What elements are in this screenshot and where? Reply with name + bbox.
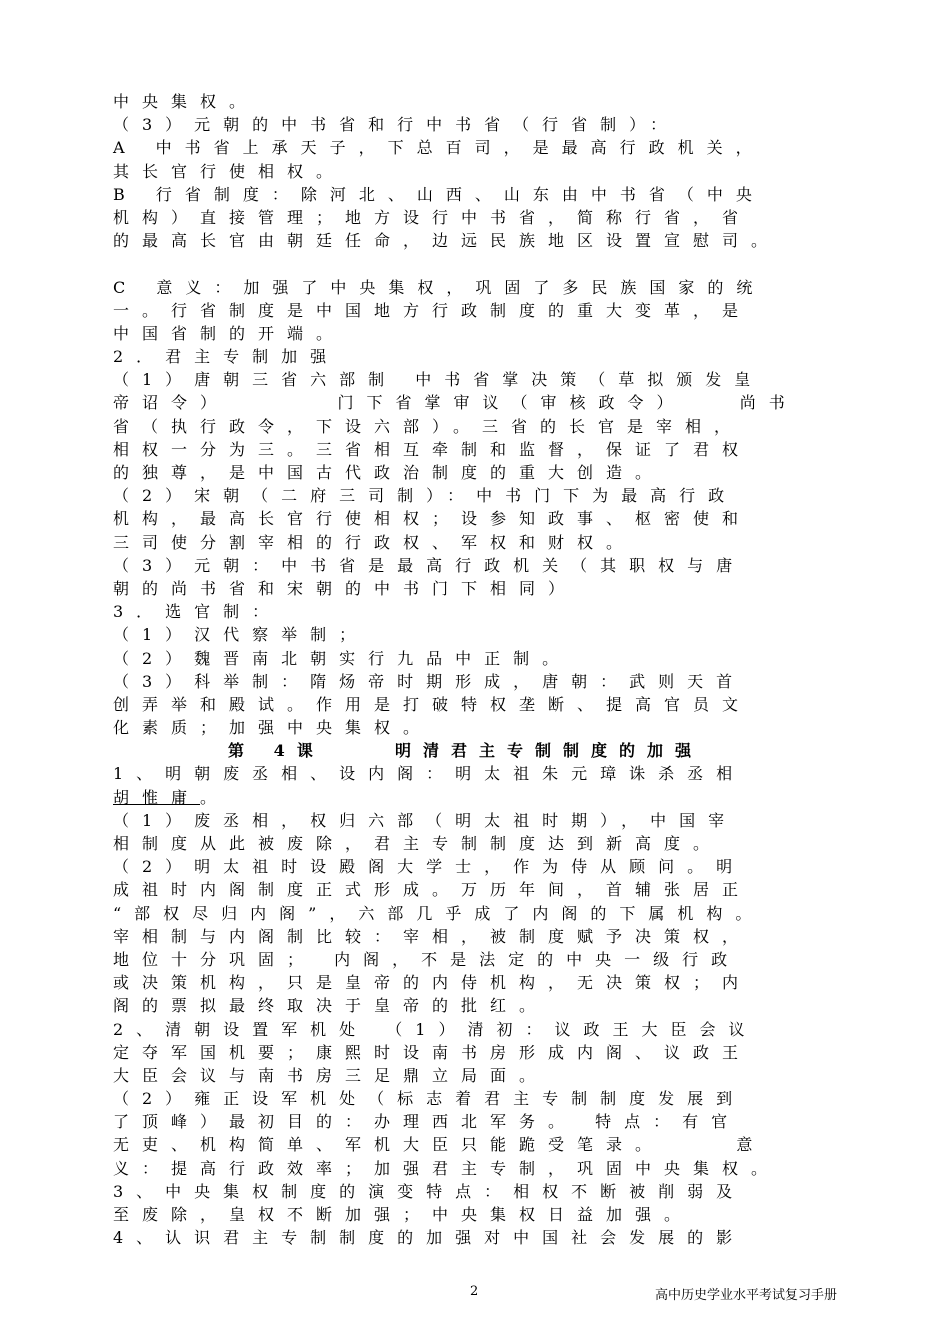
text-line: 了顶峰）最初目的：办理西北军务。 特点：有官 bbox=[113, 1112, 741, 1132]
text-span: 。 bbox=[200, 787, 230, 807]
text-line: A 中书省上承天子，下总百司，是最高行政机关， bbox=[113, 138, 765, 158]
underlined-name: 胡惟庸 bbox=[113, 787, 201, 807]
text-line: 阁的票拟最终取决于皇帝的批红。 bbox=[113, 996, 549, 1016]
text-line: 其长官行使相权。 bbox=[113, 161, 346, 181]
text-line: 或决策机构，只是皇帝的内侍机构，无决策权；内 bbox=[113, 973, 752, 993]
page-number: 2 bbox=[470, 1284, 479, 1299]
text-line: 机构）直接管理；地方设行中书省，简称行省，省 bbox=[113, 207, 752, 227]
blank-line bbox=[113, 252, 853, 275]
text-line: 帝诏令） 门下省掌审议（审核政令） 尚书 bbox=[113, 393, 798, 413]
text-line bbox=[113, 786, 853, 809]
text-line: 2、清朝设置军机处 （1）清初：议政王大臣会议 bbox=[113, 1019, 758, 1039]
page-footer bbox=[0, 1284, 950, 1304]
lesson-heading: 第 4课 明清君主专制制度的加强 bbox=[228, 741, 703, 761]
section-heading: 3．选官制： bbox=[113, 602, 282, 622]
text-line: 相制度从此被废除，君主专制制度达到新高度。 bbox=[113, 834, 723, 853]
body-text bbox=[113, 90, 853, 1249]
text-line: （1）废丞相，权归六部（明太祖时期），中国宰 bbox=[113, 810, 738, 830]
text-line: 宰相制与内阁制比较：宰相，被制度赋予决策权， bbox=[113, 926, 752, 946]
text-line bbox=[113, 762, 853, 785]
text-line: B 行省制度：除河北、山西、山东由中书省（中央 bbox=[113, 184, 765, 204]
text-line: （3）元朝：中书省是最高行政机关（其职权与唐 bbox=[113, 555, 746, 575]
text-line: 定夺军国机要；康熙时设南书房形成内阁、议政王 bbox=[113, 1042, 752, 1062]
text-line: 化素质；加强中央集权。 bbox=[113, 718, 433, 738]
text-line: 义：提高行政效率；加强君主专制，巩固中央集权。 bbox=[113, 1158, 781, 1178]
text-line: 一。行省制度是中国地方行政制度的重大变革，是 bbox=[113, 300, 752, 320]
text-line: 3、中央集权制度的演变特点：相权不断被削弱及 bbox=[113, 1181, 746, 1201]
text-line: 至废除，皇权不断加强；中央集权日益加强。 bbox=[113, 1205, 694, 1224]
text-line: “部权尽归内阁”，六部几乎成了内阁的下属机构。 bbox=[113, 903, 765, 923]
text-line: 三司使分割宰相的行政权、军权和财权。 bbox=[113, 532, 636, 552]
text-line: （3）科举制：隋炀帝时期形成，唐朝：武则天首 bbox=[113, 671, 746, 691]
text-line: （3）元朝的中书省和行中书省（行省制）： bbox=[113, 115, 680, 135]
text-line: （2）明太祖时设殿阁大学士，作为侍从顾问。明 bbox=[113, 857, 746, 877]
text-line: 地位十分巩固； 内阁，不是法定的中央一级行政 bbox=[113, 949, 741, 969]
text-line: 创弄举和殿试。作用是打破特权垄断、提高官员文 bbox=[113, 694, 752, 714]
text-line: 4、认识君主专制制度的加强对中国社会发展的影 bbox=[113, 1228, 746, 1248]
text-line: 省（执行政令，下设六部）。三省的长官是宰相， bbox=[113, 416, 744, 436]
text-line: 朝的尚书省和宋朝的中书门下相同） bbox=[113, 578, 578, 598]
text-line: （1）唐朝三省六部制 中书省掌决策（草拟颁发皇 bbox=[113, 370, 764, 390]
text-line: 的最高长官由朝廷任命，边远民族地区设置宣慰司。 bbox=[113, 231, 781, 251]
footer-title: 高中历史学业水平考试复习手册 bbox=[654, 1288, 837, 1303]
text-line: （2）魏晋南北朝实行九品中正制。 bbox=[113, 648, 572, 668]
text-line: 中国省制的开端。 bbox=[113, 323, 346, 343]
text-line: 成祖时内阁制度正式形成。万历年间，首辅张居正 bbox=[113, 880, 752, 900]
text-line: （2）宋朝（二府三司制）：中书门下为最高行政 bbox=[113, 486, 738, 506]
text-line: 机构，最高长官行使相权；设参知政事、枢密使和 bbox=[113, 509, 752, 529]
text-line: C 意义：加强了中央集权，巩固了多民族国家的统 bbox=[113, 277, 766, 297]
section-heading: 2．君主专制加强 bbox=[113, 347, 340, 367]
text-line: 中央集权。 bbox=[113, 92, 259, 111]
text-line: （1）汉代察举制； bbox=[113, 625, 369, 645]
text-line: 的独尊，是中国古代政治制度的重大创造。 bbox=[113, 463, 665, 482]
text-line: 相权一分为三。三省相互牵制和监督，保证了君权 bbox=[113, 439, 752, 459]
text-line: （2）雍正设军机处（标志着君主专制制度发展到 bbox=[113, 1089, 746, 1109]
text-line: 无吏、机构简单、军机大臣只能跪受笔录。 意 bbox=[113, 1135, 766, 1155]
text-line: 大臣会议与南书房三足鼎立局面。 bbox=[113, 1065, 549, 1085]
text-span: 1、明朝废丞相、设内阁：明太祖朱元璋诛杀丞相 bbox=[113, 764, 746, 784]
